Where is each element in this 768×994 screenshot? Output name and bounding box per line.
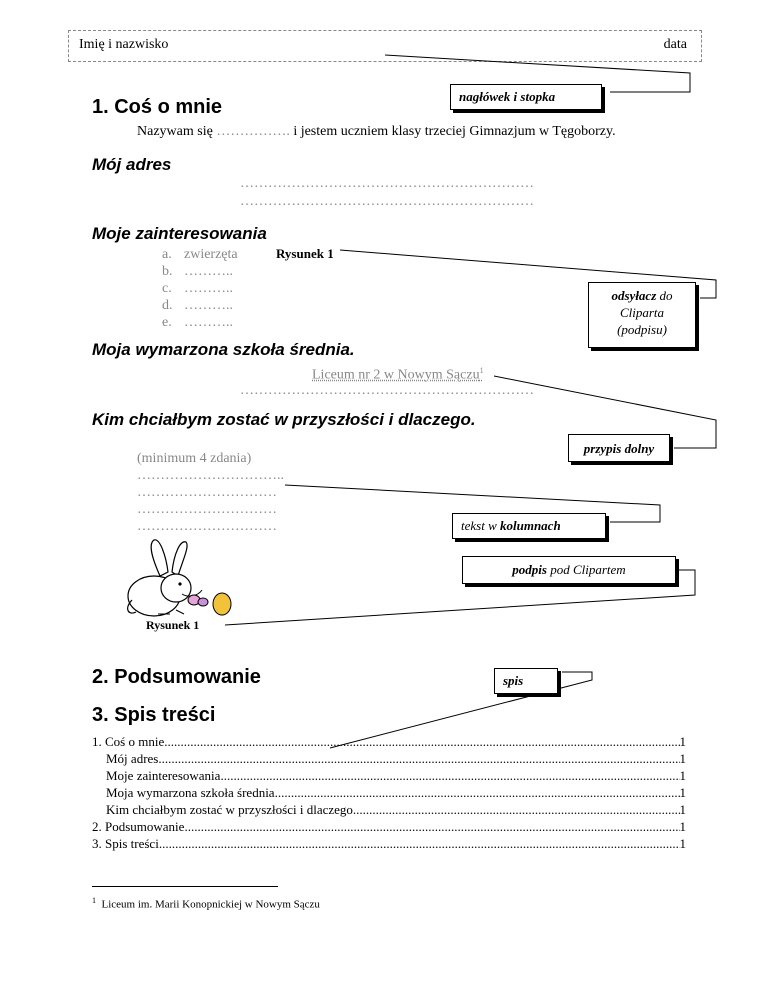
name-label: Imię i nazwisko <box>79 37 169 52</box>
footnote-mark: 1 <box>92 896 96 905</box>
section2-title: 2. Podsumowanie <box>92 666 261 688</box>
footnote-separator <box>92 886 278 887</box>
list-item: b. ……….. <box>162 264 233 279</box>
school-name: Liceum nr 2 w Nowym Sączu$^1$ <box>312 366 484 383</box>
list-item: a. zwierzęta <box>162 247 238 262</box>
list-item: c. ……….. <box>162 281 233 296</box>
answer-line: ………………………… <box>137 485 277 500</box>
answer-line: ………………………… <box>137 502 277 517</box>
list-item: d. ……….. <box>162 298 233 313</box>
address-title: Mój adres <box>92 155 172 174</box>
answer-line: ………………………….. <box>137 468 284 483</box>
callout-columns <box>452 513 606 539</box>
future-title: Kim chciałbym zostać w przyszłości i dlaczego. <box>92 410 476 429</box>
future-lines <box>137 450 284 535</box>
school-title: Moja wymarzona szkoła średnia. <box>92 340 355 359</box>
callout-toc: spis <box>494 668 558 694</box>
hint-text: (minimum 4 zdania) <box>137 451 252 466</box>
intro-text: Nazywam się <box>137 124 217 139</box>
toc-entry[interactable]: 1. Coś o mnie ..... 1 <box>92 734 686 750</box>
interests-list <box>162 246 238 331</box>
toc-entry[interactable]: Mój adres ..... 1 <box>106 751 686 767</box>
address-line-1: ……………………………………………………… <box>240 176 534 191</box>
section1-title: 1. Coś o mnie <box>92 96 223 118</box>
figure-caption: Rysunek 1 <box>146 618 200 632</box>
footnote-text: Liceum im. Marii Konopnickiej w Nowym Sączu <box>101 898 320 911</box>
toc-entry[interactable]: Moja wymarzona szkoła średnia. ..... 1 <box>106 785 686 801</box>
crossref-line2: Cliparta <box>619 305 665 320</box>
columns-bold: kolumnach <box>500 518 561 533</box>
toc-entry[interactable]: Kim chciałbym zostać w przyszłości i dlaczego. ..... 1 <box>106 802 686 818</box>
toc-entry[interactable]: 3. Spis treści ..... 1 <box>92 836 686 852</box>
date-label: data <box>663 37 687 52</box>
crossref-rest: do <box>656 288 673 303</box>
crossref-line3: (podpisu) <box>617 322 667 337</box>
footnote <box>92 896 320 911</box>
columns-prefix: tekst w <box>461 518 500 533</box>
caption-bold: podpis <box>512 562 547 577</box>
caption-rest: pod Clipartem <box>546 562 626 577</box>
bunny-clipart <box>118 536 242 620</box>
callout-header-footer: nagłówek i stopka <box>450 84 602 110</box>
callout-footnote: przypis dolny <box>568 434 670 462</box>
school-dots: ……………………………………………………… <box>240 383 534 398</box>
interests-title: Moje zainteresowania <box>92 224 267 243</box>
callout-caption <box>462 556 676 584</box>
address-line-2: ……………………………………………………… <box>240 194 534 209</box>
answer-line: ………………………… <box>137 519 277 534</box>
intro-text-end: i jestem uczniem klasy trzeciej Gimnazjum w Tęgoborzy. <box>289 124 616 139</box>
name-dots: ……………. <box>216 124 290 139</box>
section3-title: 3. Spis treści <box>92 704 216 726</box>
section1-text <box>137 124 616 140</box>
crossref-bold: odsyłacz <box>611 288 657 303</box>
callout-crossref <box>588 282 696 348</box>
toc-entry[interactable]: Moje zainteresowania ..... 1 <box>106 768 686 784</box>
toc-entry[interactable]: 2. Podsumowanie ..... 1 <box>92 819 686 835</box>
figure-crossref: Rysunek 1 <box>276 246 334 261</box>
footnote-ref: 1 <box>479 366 484 375</box>
list-item: e. ……….. <box>162 315 233 330</box>
